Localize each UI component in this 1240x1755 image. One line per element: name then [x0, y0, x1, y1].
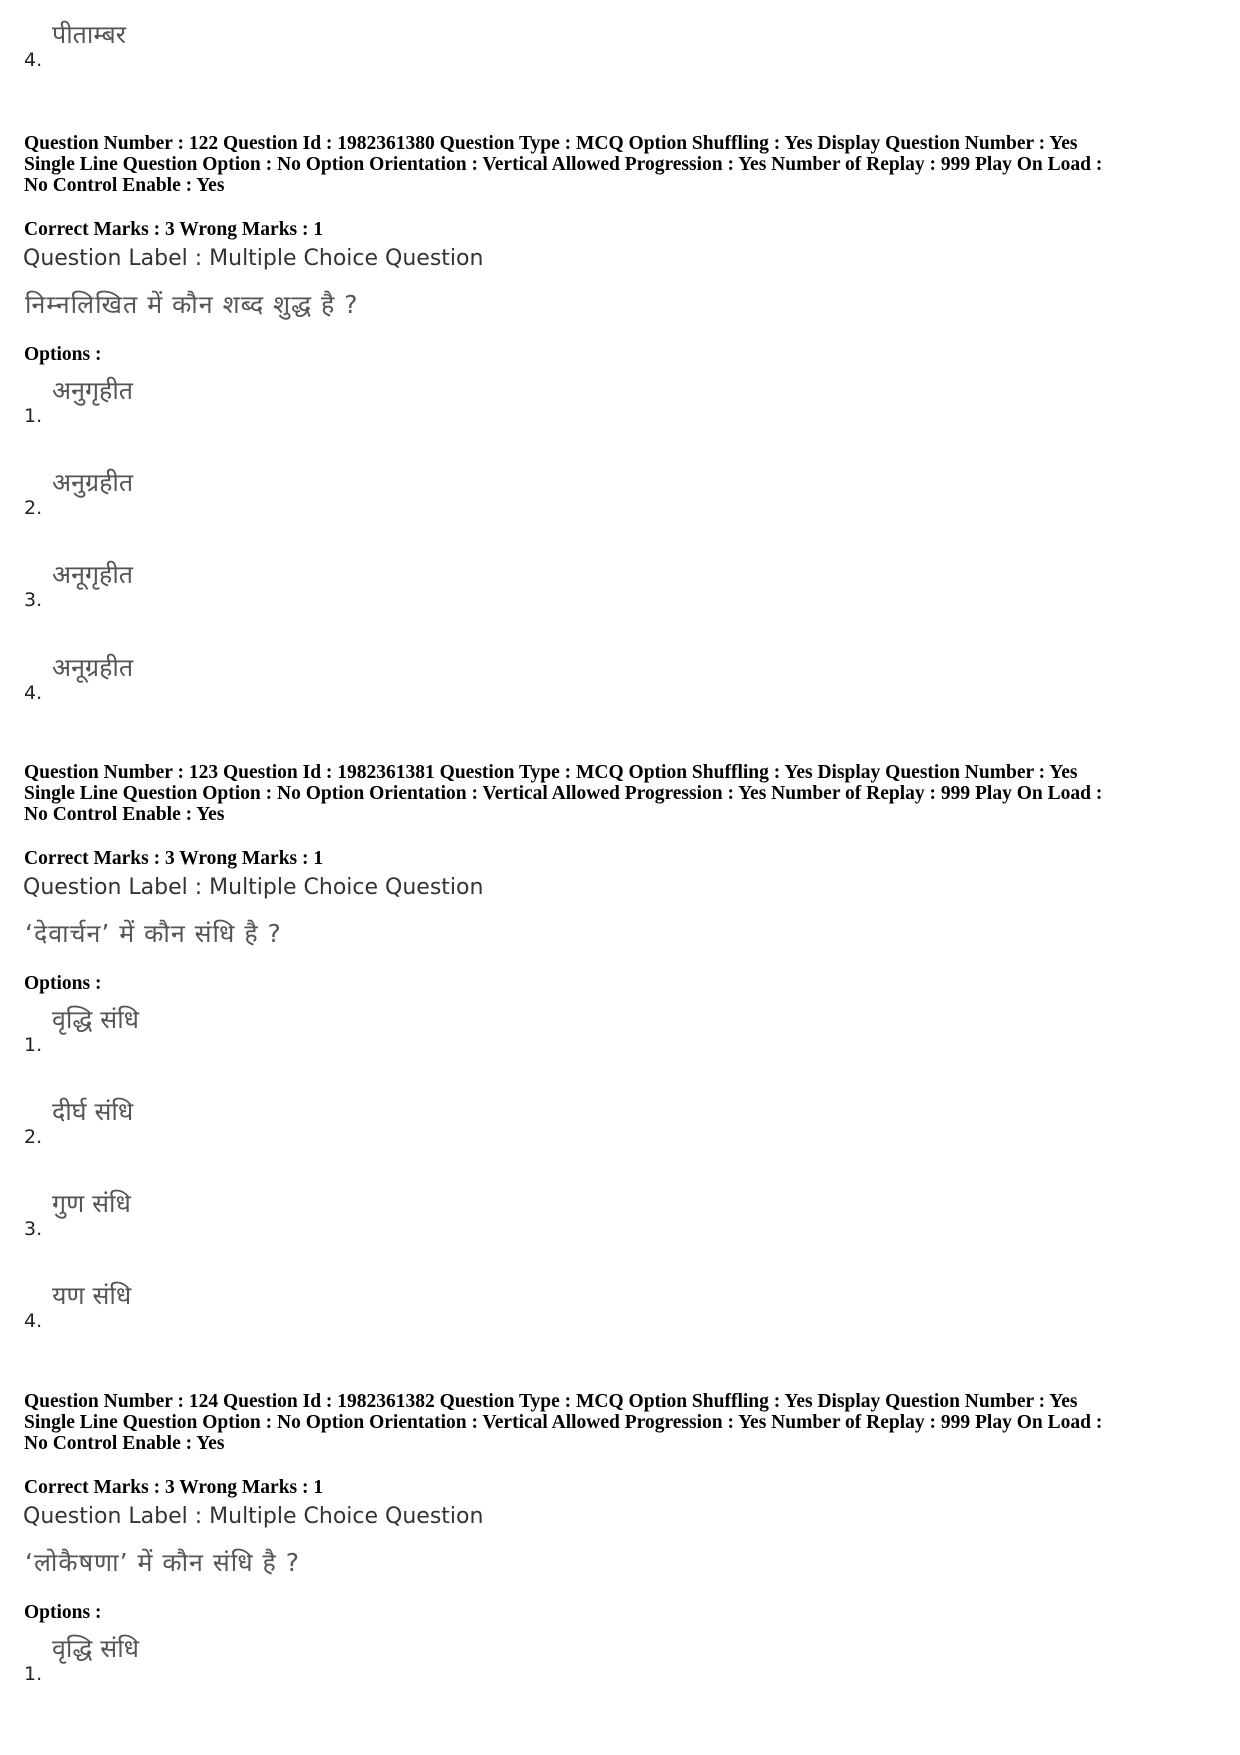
meta-line: Question Number : 123 Question Id : 1982361381 Question Type : MCQ Option Shuffling : Yes Display Question Number : Yes: [24, 762, 1078, 783]
meta-line: Question Number : 124 Question Id : 1982361382 Question Type : MCQ Option Shuffling : Yes Display Question Number : Yes: [24, 1391, 1078, 1412]
question-124-meta: [24, 1391, 1219, 1454]
question-123-options-label: Options :: [24, 973, 102, 994]
option-text: यण संधि: [52, 1281, 132, 1310]
option-text: अनुग्रहीत: [52, 468, 134, 497]
option-text: अनुगृहीत: [52, 376, 134, 405]
option-text: पीताम्बर: [52, 20, 127, 49]
question-124-text: ‘लोकैषणा’ में कौन संधि है ?: [25, 1548, 301, 1577]
question-123-option-2: [24, 1099, 624, 1147]
question-124-options-label: Options :: [24, 1602, 102, 1623]
question-123-text: ‘देवार्चन’ में कौन संधि है ?: [25, 919, 282, 948]
question-123-label: Question Label : Multiple Choice Question: [23, 875, 484, 900]
prev-question-option-4: [24, 22, 624, 70]
question-123-option-1: [24, 1007, 624, 1055]
question-122-options-label: Options :: [24, 344, 102, 365]
question-123-option-3: [24, 1191, 624, 1239]
option-number: 1.: [24, 1034, 43, 1056]
question-124-label: Question Label : Multiple Choice Question: [23, 1504, 484, 1529]
question-123-marks: Correct Marks : 3 Wrong Marks : 1: [24, 848, 324, 869]
option-text: वृद्धि संधि: [52, 1005, 140, 1034]
meta-line: No Control Enable : Yes: [24, 804, 225, 825]
option-text: दीर्घ संधि: [52, 1097, 134, 1126]
question-122-option-3: [24, 562, 624, 610]
option-number: 2.: [24, 497, 43, 519]
option-number: 2.: [24, 1126, 43, 1148]
meta-line: Single Line Question Option : No Option Orientation : Vertical Allowed Progression : Yes Number of Replay : 999 Play On Load :: [24, 154, 1103, 175]
option-text: वृद्धि संधि: [52, 1634, 140, 1663]
question-122-label: Question Label : Multiple Choice Question: [23, 246, 484, 271]
question-122-marks: Correct Marks : 3 Wrong Marks : 1: [24, 219, 324, 240]
option-number: 1.: [24, 405, 43, 427]
option-text: अनूगृहीत: [52, 560, 134, 589]
option-number: 4.: [24, 1310, 43, 1332]
meta-line: Question Number : 122 Question Id : 1982361380 Question Type : MCQ Option Shuffling : Yes Display Question Number : Yes: [24, 133, 1078, 154]
meta-line: Single Line Question Option : No Option Orientation : Vertical Allowed Progression : Yes Number of Replay : 999 Play On Load :: [24, 1412, 1103, 1433]
question-124-marks: Correct Marks : 3 Wrong Marks : 1: [24, 1477, 324, 1498]
option-text: गुण संधि: [52, 1189, 131, 1218]
question-122-option-4: [24, 655, 624, 703]
option-number: 1.: [24, 1663, 43, 1685]
option-text: अनूग्रहीत: [52, 653, 134, 682]
question-123-meta: [24, 762, 1219, 825]
question-122-option-2: [24, 470, 624, 518]
question-122-meta: [24, 133, 1219, 196]
option-number: 3.: [24, 589, 43, 611]
option-number: 4.: [24, 49, 43, 71]
question-124-option-1: [24, 1636, 624, 1684]
question-122-option-1: [24, 378, 624, 426]
option-number: 4.: [24, 682, 43, 704]
meta-line: Single Line Question Option : No Option Orientation : Vertical Allowed Progression : Yes Number of Replay : 999 Play On Load :: [24, 783, 1103, 804]
question-122-text: निम्नलिखित में कौन शब्द शुद्ध है ?: [25, 290, 359, 319]
question-123-option-4: [24, 1283, 624, 1331]
meta-line: No Control Enable : Yes: [24, 1433, 225, 1454]
option-number: 3.: [24, 1218, 43, 1240]
meta-line: No Control Enable : Yes: [24, 175, 225, 196]
